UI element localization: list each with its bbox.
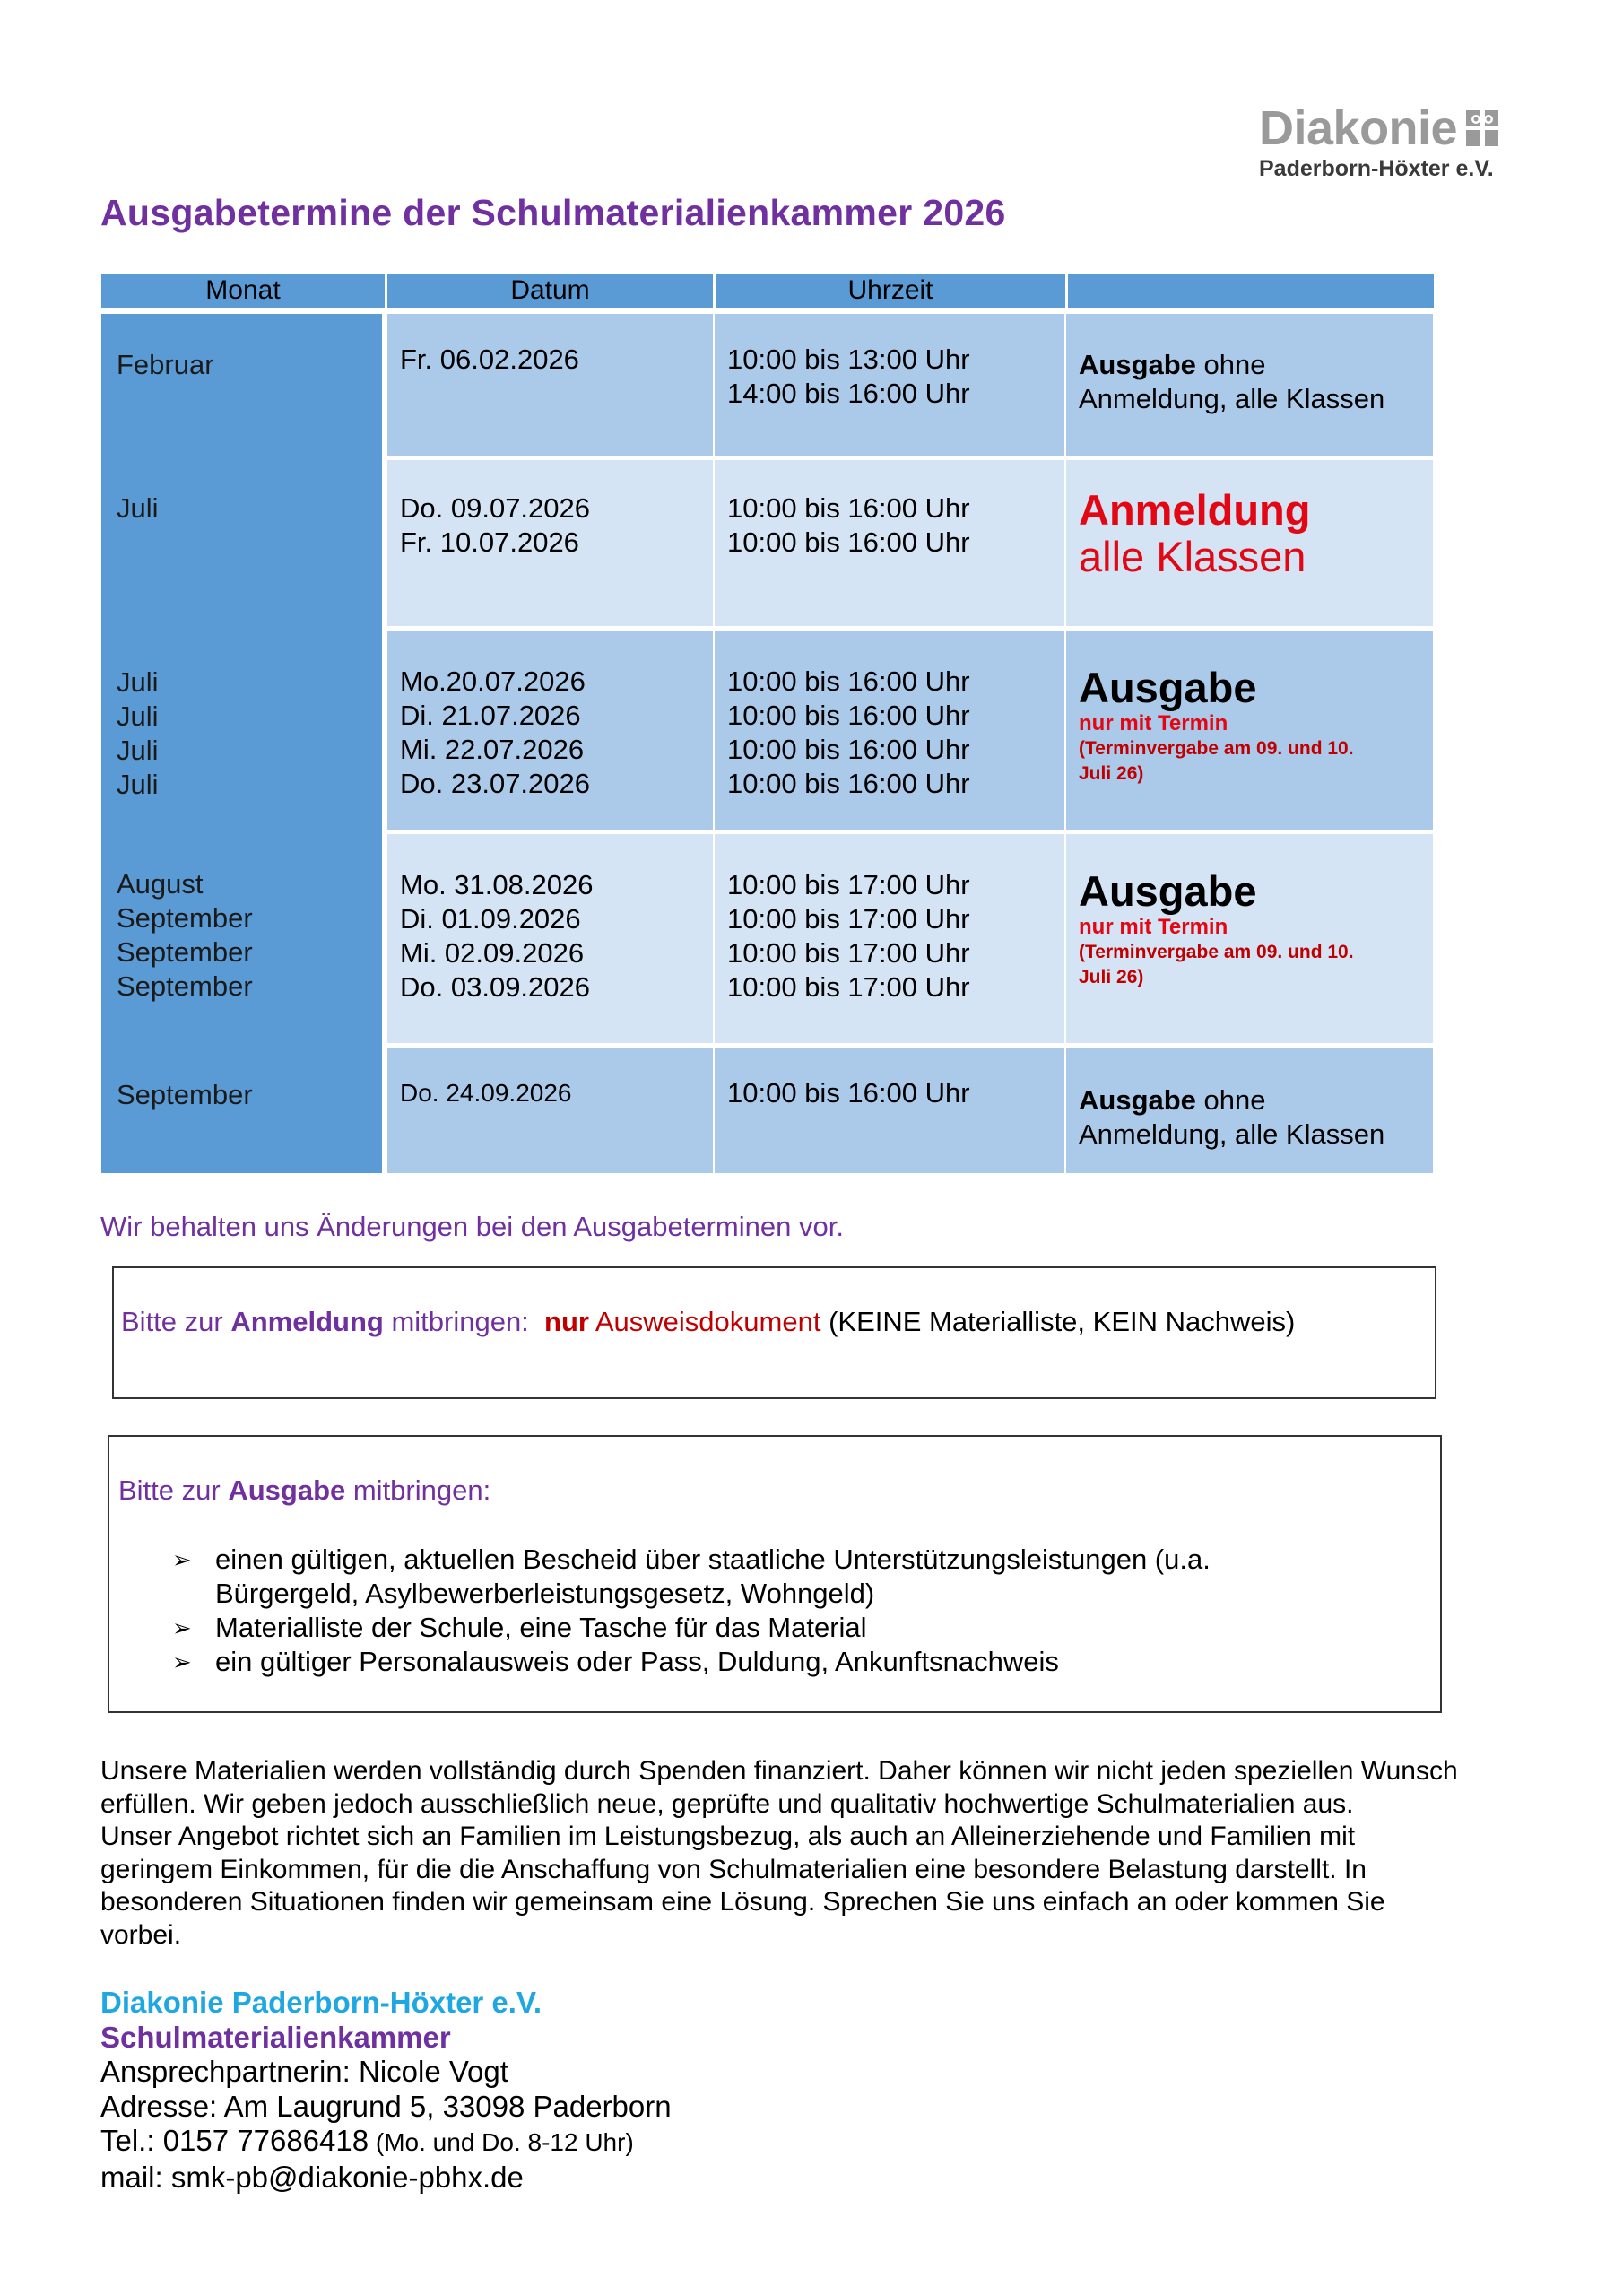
time-cell: 10:00 bis 17:00 Uhr 10:00 bis 17:00 Uhr 10:00 bis 17:00 Uhr 10:00 bis 17:00 Uhr: [715, 834, 1064, 1043]
contact-person: Ansprechpartnerin: Nicole Vogt: [100, 2055, 508, 2088]
list-item: ➢ einen gültigen, aktuellen Bescheid über staatliche Unterstützungsleistungen (u.a. Bürgergeld, Asylbewerberleistungsgesetz, Wohngeld): [172, 1544, 1211, 1609]
month-cell: September: [117, 1079, 253, 1110]
month-column: [101, 314, 382, 1173]
list-item: ➢ Materialliste der Schule, eine Tasche für das Material: [172, 1612, 867, 1643]
logo-wordmark: Diakonie: [1259, 101, 1458, 155]
info-cell: Anmeldung alle Klassen: [1066, 460, 1433, 626]
info-cell: Ausgabe ohne Anmeldung, alle Klassen: [1066, 1048, 1433, 1173]
contact-email[interactable]: mail: smk-pb@diakonie-pbhx.de: [100, 2160, 524, 2194]
info-cell: Ausgabe ohne Anmeldung, alle Klassen: [1066, 314, 1433, 456]
contact-org: Diakonie Paderborn-Höxter e.V.: [100, 1986, 542, 2019]
header-time: Uhrzeit: [716, 274, 1065, 308]
table-header: [101, 274, 1433, 308]
header-date: Datum: [387, 274, 713, 308]
month-cell: August September September September: [117, 868, 253, 1002]
table-row: [387, 460, 1433, 626]
issue-requirements-heading: Bitte zur Ausgabe mitbringen:: [118, 1474, 491, 1506]
time-cell: 10:00 bis 16:00 Uhr 10:00 bis 16:00 Uhr 10:00 bis 16:00 Uhr 10:00 bis 16:00 Uhr: [715, 631, 1064, 830]
change-notice: Wir behalten uns Änderungen bei den Ausgabeterminen vor.: [100, 1211, 844, 1242]
table-row: [387, 834, 1433, 1043]
info-paragraph: Unsere Materialien werden vollständig durch Spenden finanziert. Daher können wir nicht jeden speziellen Wunsch erfüllen. Wir geben jedoch ausschließlich neue, geprüfte und qualitativ hochwertige Schulmaterialien aus. Unser Angebot richtet sich an Familien im Leistungsbezug, als auch an Alleinerziehende und Familien mit geringem Einkommen, für die die Anschaffung von Schulmaterialien eine besondere Belastung darstellt. In besonderen Situationen finden wir gemeinsam eine Lösung. Sprechen Sie uns einfach an oder kommen Sie vorbei.: [100, 1756, 1458, 1950]
contact-phone: Tel.: 0157 77686418 (Mo. und Do. 8-12 Uhr): [100, 2124, 634, 2157]
time-cell: 10:00 bis 13:00 Uhr 14:00 bis 16:00 Uhr: [715, 314, 1064, 456]
issue-requirements-box: [108, 1435, 1442, 1713]
diakonie-logo: [1259, 101, 1537, 181]
time-cell: 10:00 bis 16:00 Uhr: [715, 1048, 1064, 1173]
header-month: Monat: [101, 274, 385, 308]
table-row: [387, 1048, 1433, 1173]
info-cell: Ausgabe nur mit Termin (Terminvergabe am 09. und 10. Juli 26): [1066, 631, 1433, 830]
logo-subtitle: Paderborn-Höxter e.V.: [1259, 156, 1494, 181]
page-title: Ausgabetermine der Schulmaterialienkammer 2026: [100, 192, 1006, 233]
table-row: [387, 631, 1433, 830]
date-cell: Mo. 31.08.2026 Di. 01.09.2026 Mi. 02.09.2026 Do. 03.09.2026: [387, 834, 713, 1043]
time-cell: 10:00 bis 16:00 Uhr 10:00 bis 16:00 Uhr: [715, 460, 1064, 626]
arrowhead-bullet-icon: ➢: [172, 1546, 192, 1573]
info-cell: Ausgabe nur mit Termin (Terminvergabe am 09. und 10. Juli 26): [1066, 834, 1433, 1043]
table-row: [387, 314, 1433, 456]
issue-requirements-list: [172, 1543, 1211, 1679]
registration-requirements-text: Bitte zur Anmeldung mitbringen: nur Ausweisdokument (KEINE Materialliste, KEIN Nachweis): [121, 1306, 1296, 1337]
month-cell: Juli Juli Juli Juli: [117, 666, 159, 800]
month-cell: Juli: [117, 492, 159, 524]
date-cell: Do. 09.07.2026 Fr. 10.07.2026: [387, 460, 713, 626]
diakonie-cross-icon: [1466, 110, 1498, 146]
date-cell: Do. 24.09.2026: [387, 1048, 713, 1173]
header-info: [1068, 274, 1434, 308]
arrowhead-bullet-icon: ➢: [172, 1648, 192, 1675]
list-item: ➢ ein gültiger Personalausweis oder Pass, Duldung, Ankunftsnachweis: [172, 1646, 1059, 1677]
arrowhead-bullet-icon: ➢: [172, 1614, 192, 1641]
contact-block: [100, 1986, 672, 2195]
schedule-table: [101, 274, 1433, 1150]
contact-dept: Schulmaterialienkammer: [100, 2020, 451, 2054]
date-cell: Mo.20.07.2026 Di. 21.07.2026 Mi. 22.07.2026 Do. 23.07.2026: [387, 631, 713, 830]
contact-address: Adresse: Am Laugrund 5, 33098 Paderborn: [100, 2089, 672, 2123]
registration-requirements-box: [112, 1266, 1436, 1399]
month-cell: Februar: [117, 349, 214, 380]
date-cell: Fr. 06.02.2026: [387, 314, 713, 456]
